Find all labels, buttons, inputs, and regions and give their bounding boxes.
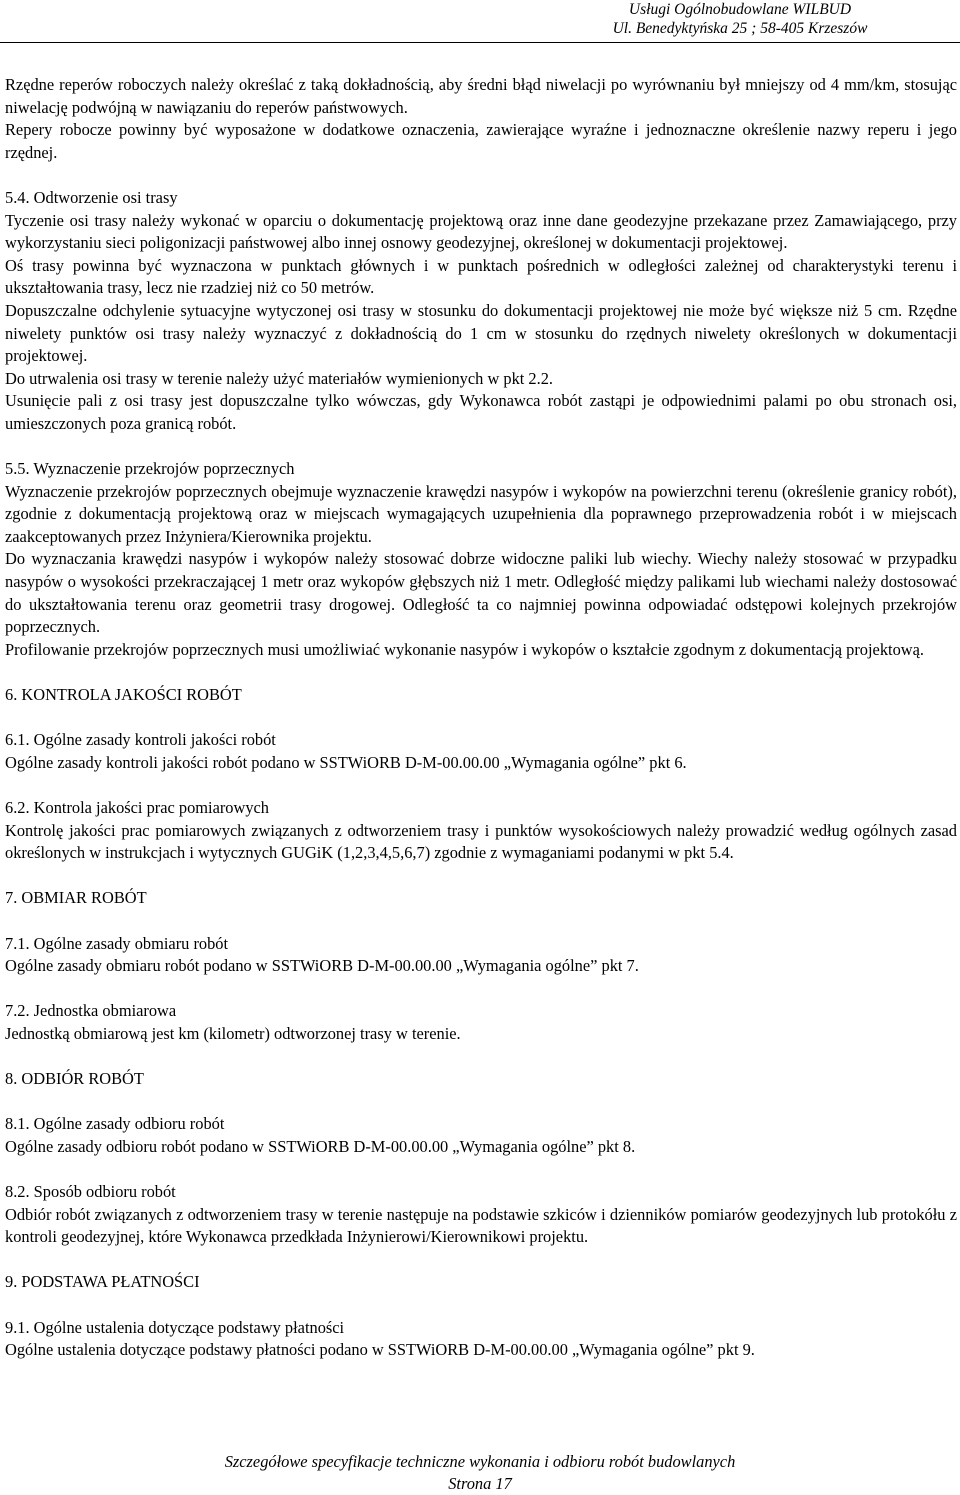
section-heading-8-1: 8.1. Ogólne zasady odbioru robót — [5, 1114, 225, 1134]
spacer — [5, 978, 957, 1001]
spacer — [5, 774, 957, 797]
paragraph: Wyznaczenie przekrojów poprzecznych obejmuje wyznaczenie krawędzi nasypów i wykopów na powierzchni terenu (określenie granicy robót), zgodnie z dokumentacją projektową oraz w miejscach wymagających uzupełnienia dla poprawnego przeprowadzenia robót i w miejscach zaakceptowanych przez Inżyniera/Kierownika projektu. — [5, 481, 957, 546]
section-heading-9-1: 9.1. Ogólne ustalenia dotyczące podstawy płatności — [5, 1317, 345, 1337]
paragraph: Do utrwalenia osi trasy w terenie należy użyć materiałów wymienionych w pkt 2.2. — [5, 368, 554, 388]
paragraph: Jednostką obmiarową jest km (kilometr) odtworzonej trasy w terenie. — [5, 1023, 461, 1043]
spacer — [5, 1159, 957, 1182]
section-heading-8-2: 8.2. Sposób odbioru robót — [5, 1182, 176, 1202]
document-body — [5, 74, 957, 1362]
spacer — [5, 865, 957, 888]
section-heading-7-1: 7.1. Ogólne zasady obmiaru robót — [5, 933, 229, 953]
section-heading-6-1: 6.1. Ogólne zasady kontroli jakości robót — [5, 730, 276, 750]
paragraph: Kontrolę jakości prac pomiarowych związanych z odtworzeniem trasy i punktów wysokościowych należy prowadzić według ogólnych zasad określonych w instrukcjach i wytycznych GUGiK (1,2,3,4,5,6,7) zgodnie z wymaganiami podanymi w pkt 5.4. — [5, 820, 957, 863]
paragraph: Usunięcie pali z osi trasy jest dopuszczalne tylko wówczas, gdy Wykonawca robót zastąpi je odpowiednimi palami po obu stronach osi, umieszczonych poza granicą robót. — [5, 391, 957, 433]
header-divider — [0, 42, 960, 43]
section-heading-7: 7. OBMIAR ROBÓT — [5, 888, 147, 908]
spacer — [5, 1091, 957, 1114]
page-header — [520, 0, 960, 38]
paragraph: Do wyznaczania krawędzi nasypów i wykopów należy stosować dobrze widoczne paliki lub wiechy. Wiechy należy stosować w przypadku nasypów o wysokości przekraczającej 1 metr oraz wykopów głębszych niż 1 metr. Odległość między palikami lub wiechami należy dostosować do ukształtowania terenu oraz geometrii trasy drogowej. Odległość ta co najmniej powinna odpowiadać odstępowi kolejnych przekrojów poprzecznych. — [5, 549, 957, 637]
spacer — [5, 661, 957, 684]
paragraph: Ogólne zasady odbioru robót podano w SSTWiORB D-M-00.00.00 „Wymagania ogólne” pkt 8. — [5, 1136, 636, 1156]
paragraph-reper-accuracy: Rzędne reperów roboczych należy określać z taką dokładnością, aby średni błąd niwelacji po wyrównaniu był mniejszy od 4 mm/km, stosując niwelację podwójną w nawiązaniu do reperów państwowych. — [5, 75, 957, 117]
section-heading-5-4: 5.4. Odtworzenie osi trasy — [5, 187, 178, 207]
section-heading-6-2: 6.2. Kontrola jakości prac pomiarowych — [5, 798, 269, 817]
spacer — [5, 436, 957, 459]
paragraph: Ogólne zasady kontroli jakości robót podano w SSTWiORB D-M-00.00.00 „Wymagania ogólne” pkt 6. — [5, 752, 687, 772]
spacer — [5, 1249, 957, 1272]
spacer — [5, 164, 957, 187]
paragraph-reper-marking: Repery robocze powinny być wyposażone w dodatkowe oznaczenia, zawierające wyraźne i jednoznaczne określenie nazwy reperu i jego rzędnej. — [5, 120, 957, 162]
section-heading-9: 9. PODSTAWA PŁATNOŚCI — [5, 1272, 200, 1292]
spacer — [5, 1294, 957, 1317]
paragraph: Odbiór robót związanych z odtworzeniem trasy w terenie następuje na podstawie szkiców i dzienników pomiarów geodezyjnych lub protokółu z kontroli geodezyjnej, które Wykonawca przedkłada Inżynierowi/Kierownikowi projektu. — [5, 1204, 957, 1247]
footer-title: Szczegółowe specyfikacje techniczne wykonania i odbioru robót budowlanych — [224, 1452, 736, 1471]
paragraph: Ogólne zasady obmiaru robót podano w SSTWiORB D-M-00.00.00 „Wymagania ogólne” pkt 7. — [5, 956, 639, 976]
paragraph: Profilowanie przekrojów poprzecznych musi umożliwiać wykonanie nasypów i wykopów o kształcie zgodnym z dokumentacją projektową. — [5, 639, 924, 659]
section-heading-5-5: 5.5. Wyznaczenie przekrojów poprzecznych — [5, 459, 295, 479]
spacer — [5, 910, 957, 933]
spacer — [5, 707, 957, 730]
header-company: Usługi Ogólnobudowlane WILBUD — [628, 1, 852, 18]
section-heading-7-2: 7.2. Jednostka obmiarowa — [5, 1001, 177, 1021]
paragraph: Oś trasy powinna być wyznaczona w punktach głównych i w punktach pośrednich w odległości zależnej od charakterystyki terenu i ukształtowania trasy, lecz nie rzadziej niż co 50 metrów. — [5, 255, 957, 298]
page-number: Strona 17 — [448, 1474, 512, 1493]
paragraph: Dopuszczalne odchylenie sytuacyjne wytyczonej osi trasy w stosunku do dokumentacji projektowej nie może być większe niż 5 cm. Rzędne niwelety punktów osi trasy należy wyznaczyć z dokładnością do 1 cm w stosunku do rzędnych niwelety określonych w dokumentacji projektowej. — [5, 300, 957, 366]
page-footer — [0, 1451, 960, 1495]
section-heading-8: 8. ODBIÓR ROBÓT — [5, 1069, 144, 1089]
header-address: Ul. Benedyktyńska 25 ; 58-405 Krzeszów — [612, 19, 868, 37]
spacer — [5, 1046, 957, 1069]
section-heading-6: 6. KONTROLA JAKOŚCI ROBÓT — [5, 685, 242, 705]
paragraph: Tyczenie osi trasy należy wykonać w oparciu o dokumentację projektową oraz inne dane geodezyjne przekazane przez Zamawiającego, przy wykorzystaniu sieci poligonizacji państwowej albo innej osnowy geodezyjnej, określonej w dokumentacji projektowej. — [5, 210, 957, 253]
paragraph: Ogólne ustalenia dotyczące podstawy płatności podano w SSTWiORB D-M-00.00.00 „Wymagania ogólne” pkt 9. — [5, 1340, 755, 1360]
